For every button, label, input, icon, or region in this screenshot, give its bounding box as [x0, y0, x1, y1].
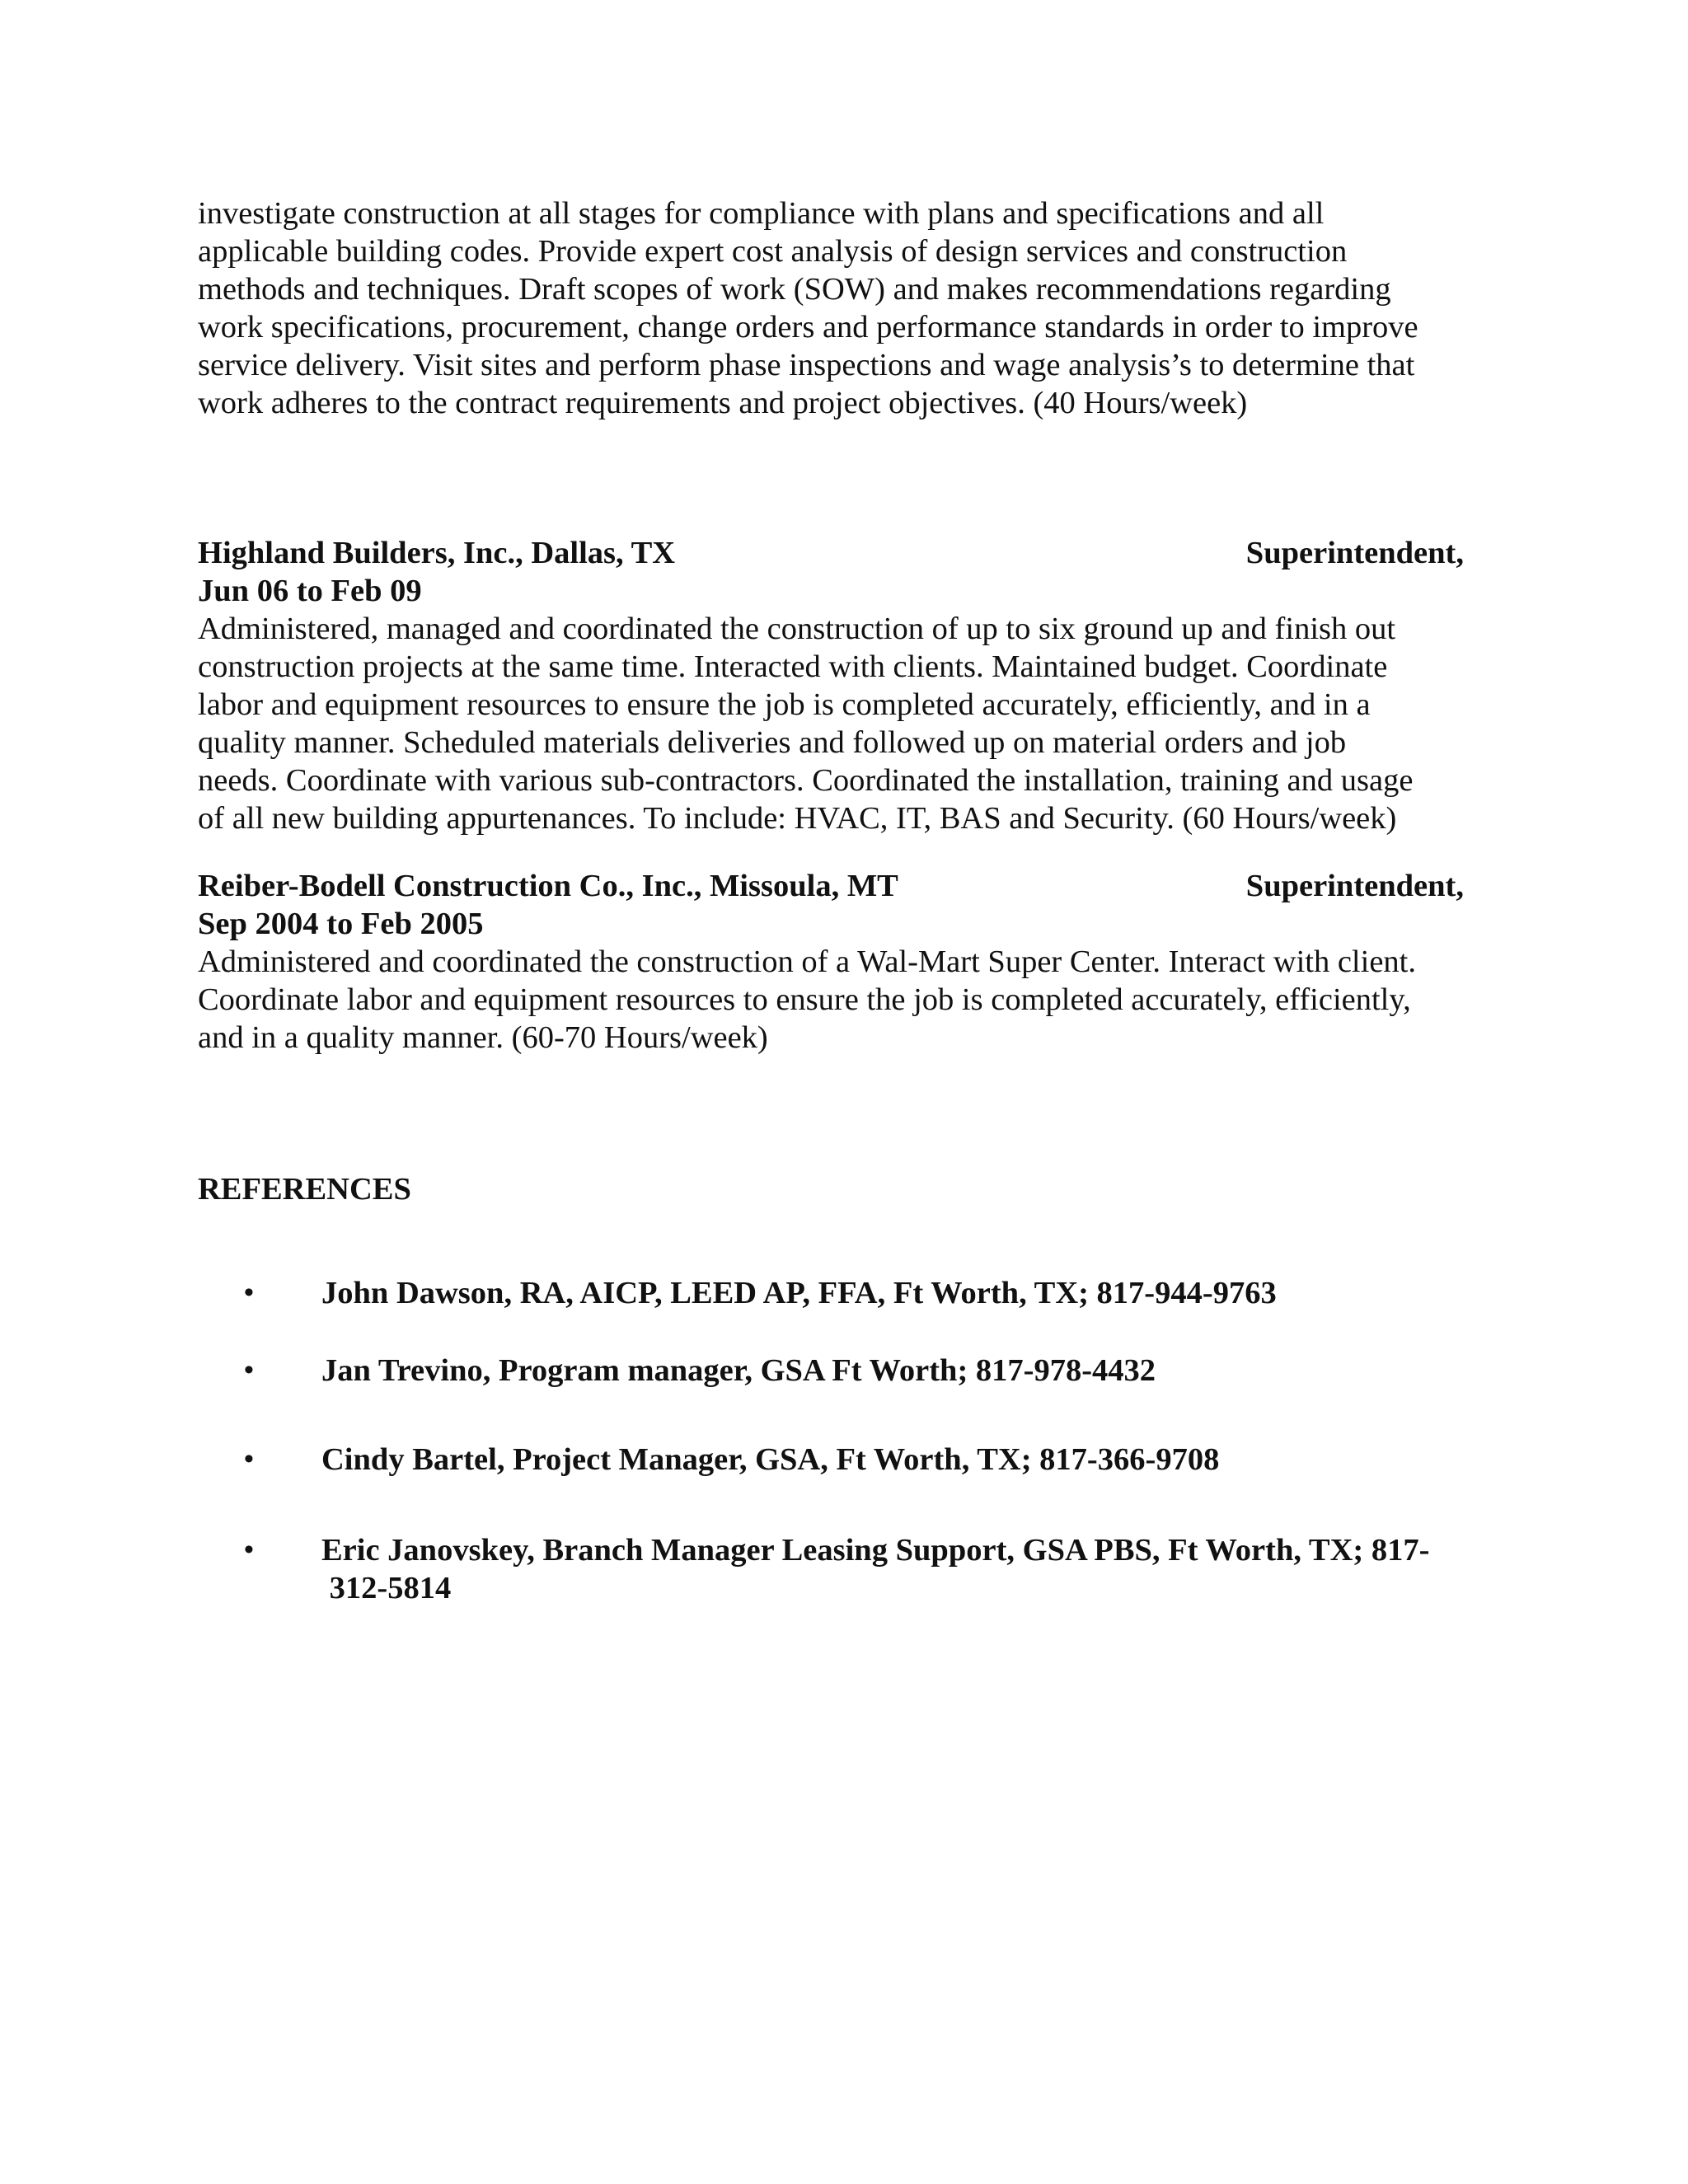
- bullet-icon: •: [244, 1277, 254, 1308]
- text-line: Administered, managed and coordinated the construction of up to six ground up and finish out: [198, 612, 1396, 646]
- reference-item: [198, 1352, 1464, 1390]
- job-entry-reiber-bodell: [198, 867, 1464, 1057]
- job-employer: Reiber-Bodell Construction Co., Inc., Missoula, MT: [198, 869, 898, 903]
- text-line: work specifications, procurement, change orders and performance standards in order to improve: [198, 310, 1418, 344]
- text-line: and in a quality manner. (60-70 Hours/week): [198, 1020, 768, 1055]
- reference-item: [198, 1531, 1464, 1607]
- bullet-icon: •: [244, 1355, 254, 1385]
- reference-text: Cindy Bartel, Project Manager, GSA, Ft Worth, TX; 817-366-9708: [321, 1442, 1220, 1477]
- text-line: service delivery. Visit sites and perform phase inspections and wage analysis’s to determine that: [198, 348, 1415, 382]
- bullet-icon: •: [244, 1444, 254, 1474]
- text-line: investigate construction at all stages for compliance with plans and specifications and all: [198, 196, 1325, 231]
- text-line: Coordinate labor and equipment resources to ensure the job is completed accurately, efficiently,: [198, 982, 1411, 1017]
- job-description: [198, 610, 1464, 837]
- text-line: Administered and coordinated the construction of a Wal-Mart Super Center. Interact with client.: [198, 944, 1416, 979]
- job-entry-highland: [198, 534, 1464, 837]
- text-line: labor and equipment resources to ensure the job is completed accurately, efficiently, and in a: [198, 687, 1371, 722]
- text-line: applicable building codes. Provide expert cost analysis of design services and construction: [198, 234, 1348, 269]
- reference-text: Jan Trevino, Program manager, GSA Ft Worth; 817-978-4432: [321, 1353, 1156, 1388]
- text-line: needs. Coordinate with various sub-contractors. Coordinated the installation, training and usage: [198, 763, 1414, 798]
- text-line: quality manner. Scheduled materials deliveries and followed up on material orders and job: [198, 725, 1347, 760]
- text-line: methods and techniques. Draft scopes of work (SOW) and makes recommendations regarding: [198, 272, 1391, 307]
- reference-text: John Dawson, RA, AICP, LEED AP, FFA, Ft Worth, TX; 817-944-9763: [321, 1276, 1277, 1310]
- job-header: [198, 867, 1464, 905]
- text-line: work adheres to the contract requirements and project objectives. (40 Hours/week): [198, 386, 1248, 420]
- text-line: of all new building appurtenances. To include: HVAC, IT, BAS and Security. (60 Hours/week): [198, 801, 1397, 836]
- reference-text: Eric Janovskey, Branch Manager Leasing Support, GSA PBS, Ft Worth, TX; 817- 312-5814: [321, 1533, 1430, 1605]
- bullet-icon: •: [244, 1535, 254, 1565]
- job-description: [198, 943, 1464, 1057]
- references-heading: REFERENCES: [198, 1172, 411, 1207]
- intro-paragraph: [198, 194, 1464, 422]
- job-employer: Highland Builders, Inc., Dallas, TX: [198, 536, 676, 570]
- page-content: [198, 194, 1464, 1607]
- text-line: construction projects at the same time. Interacted with clients. Maintained budget. Coordinate: [198, 649, 1388, 684]
- job-title: Superintendent,: [1245, 536, 1464, 570]
- job-dates: Jun 06 to Feb 09: [198, 574, 422, 608]
- reference-item: [198, 1274, 1464, 1312]
- references-list: [198, 1274, 1464, 1607]
- job-dates: Sep 2004 to Feb 2005: [198, 907, 484, 941]
- reference-item: [198, 1441, 1464, 1479]
- job-header: [198, 534, 1464, 572]
- job-title: Superintendent,: [1245, 869, 1464, 903]
